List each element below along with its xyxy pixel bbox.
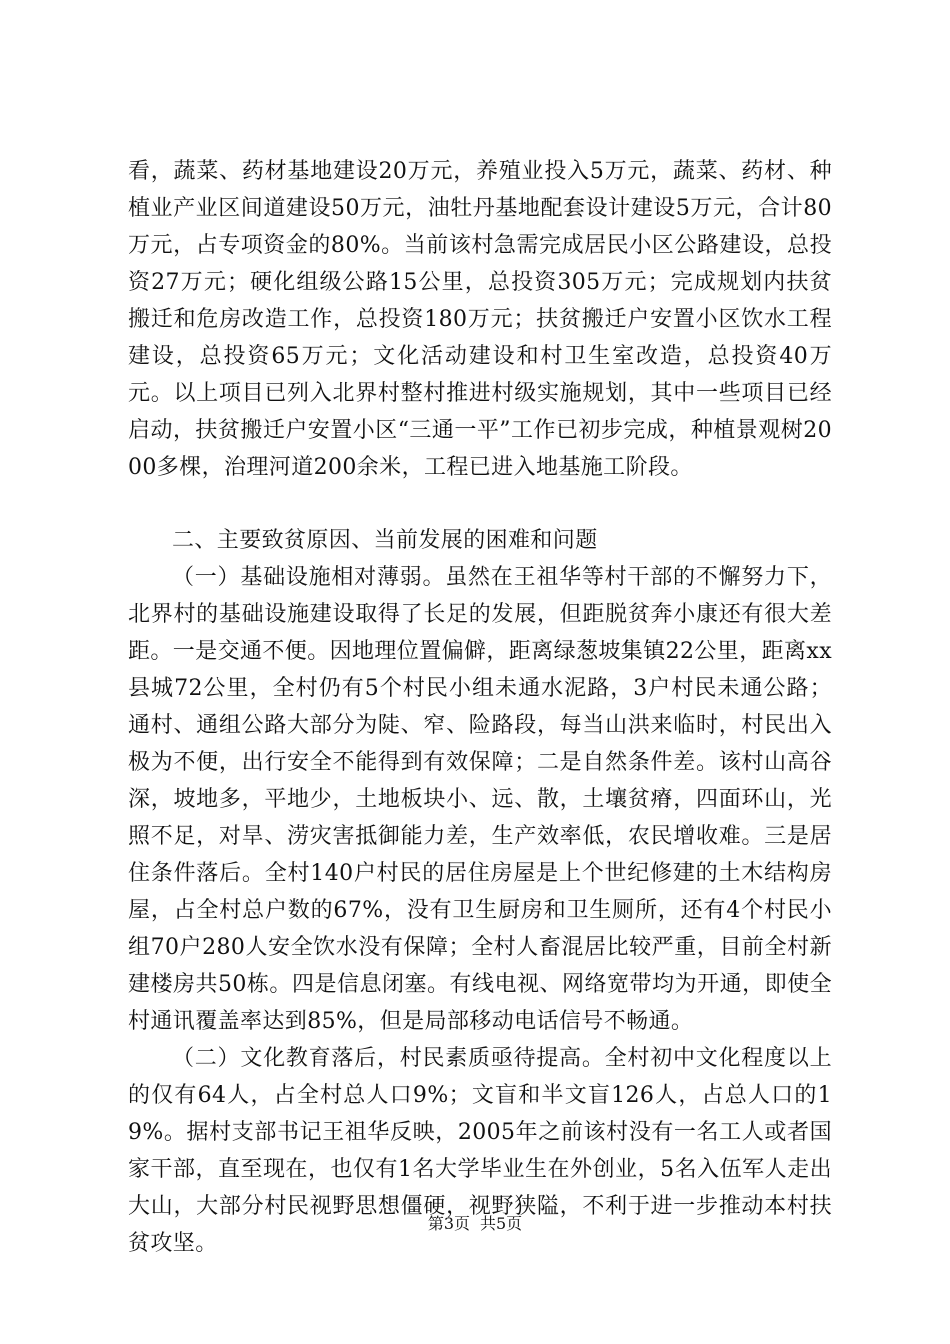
document-body [128, 153, 832, 1262]
page-footer [0, 1213, 950, 1235]
paragraph-infrastructure: （一）基础设施相对薄弱。虽然在王祖华等村干部的不懈努力下，北界村的基础设施建设取得了长足的发展，但距脱贫奔小康还有很大差距。一是交通不便。因地理位置偏僻，距离绿葱坡集镇22公里，距离xx县城72公里，全村仍有5个村民小组未通水泥路，3户村民未通公路；通村、通组公路大部分为陡、窄、险路段，每当山洪来临时，村民出入极为不便，出行安全不能得到有效保障；二是自然条件差。该村山高谷深，坡地多，平地少，土地板块小、远、散，土壤贫瘠，四面环山，光照不足，对旱、涝灾害抵御能力差，生产效率低，农民增收难。三是居住条件落后。全村140户村民的居住房屋是上个世纪修建的土木结构房屋，占全村总户数的67%，没有卫生厨房和卫生厕所，还有4个村民小组70户280人安全饮水没有保障；全村人畜混居比较严重，目前全村新建楼房共50栋。四是信息闭塞。有线电视、网络宽带均为开通，即使全村通讯覆盖率达到85%，但是局部移动电话信号不畅通。 [128, 565, 833, 1034]
page-number: 第3页 [427, 1214, 470, 1233]
paragraph-education: （二）文化教育落后，村民素质亟待提高。全村初中文化程度以上的仅有64人，占全村总人口9%；文盲和半文盲126人，占总人口的19%。据村支部书记王祖华反映，2005年之前该村没有一名工人或者国家干部，直至现在，也仅有1名大学毕业生在外创业，5名入伍军人走出大山，大部分村民视野思想僵硬，视野狭隘，不利于进一步推动本村扶贫攻坚。 [128, 1046, 832, 1256]
page-total: 共5页 [480, 1214, 523, 1233]
section-heading: 二、主要致贫原因、当前发展的困难和问题 [172, 528, 598, 553]
paragraph-project-investment: 看，蔬菜、药材基地建设20万元，养殖业投入5万元，蔬菜、药材、种植业产业区间道建设50万元，油牡丹基地配套设计建设5万元，合计80万元，占专项资金的80%。当前该村急需完成居民小区公路建设，总投资27万元；硬化组级公路15公里，总投资305万元；完成规划内扶贫搬迁和危房改造工作，总投资180万元；扶贫搬迁户安置小区饮水工程建设，总投资65万元；文化活动建设和村卫生室改造，总投资40万元。以上项目已列入北界村整村推进村级实施规划，其中一些项目已经启动，扶贫搬迁户安置小区“三通一平”工作已初步完成，种植景观树2000多棵，治理河道200余米，工程已进入地基施工阶段。 [128, 159, 832, 480]
